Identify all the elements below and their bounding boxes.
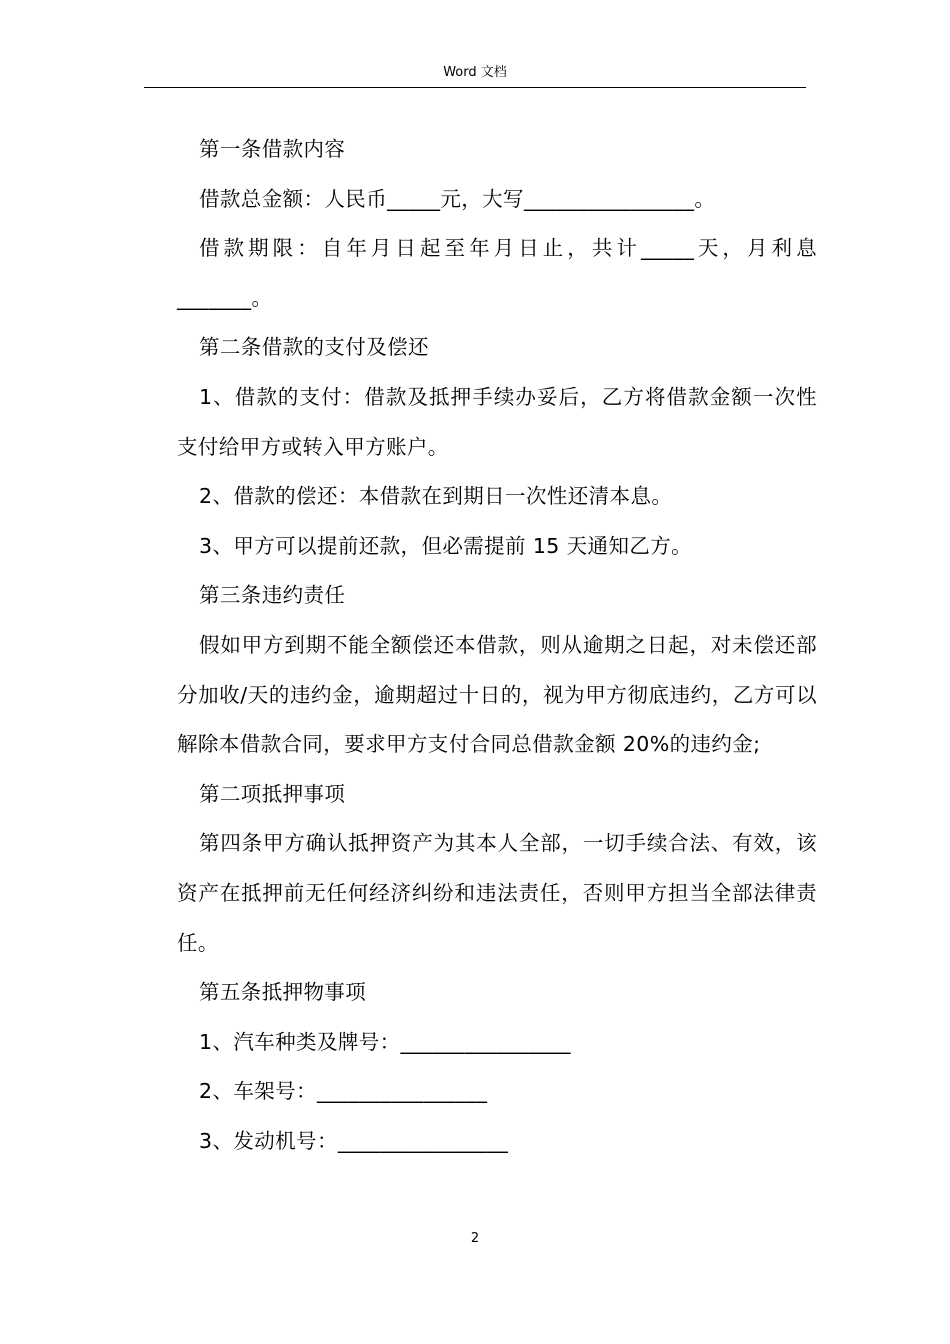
header-divider: [144, 87, 806, 88]
payment-clause: 1、借款的支付：借款及抵押手续办妥后，乙方将借款金额一次性支付给甲方或转入甲方账户。: [177, 384, 817, 459]
page-header: Word 文档: [443, 65, 507, 80]
mortgage-section-heading: 第二项抵押事项: [199, 781, 346, 806]
article-5-heading: 第五条抵押物事项: [199, 980, 367, 1005]
loan-amount-line: 借款总金额：人民币_____元，大写________________。: [199, 186, 716, 211]
article-4-clause: 第四条甲方确认抵押资产为其本人全部，一切手续合法、有效，该资产在抵押前无任何经济纠纷和违法责任，否则甲方担当全部法律责任。: [177, 831, 817, 955]
page-number: 2: [470, 1231, 480, 1246]
loan-term-line: 借款期限：自年月日起至年月日止，共计_____天，月利息_______。: [177, 236, 817, 310]
article-1-heading: 第一条借款内容: [199, 137, 346, 161]
article-3-heading: 第三条违约责任: [199, 583, 346, 608]
repayment-clause: 2、借款的偿还：本借款在到期日一次性还清本息。: [199, 484, 673, 509]
early-repayment-clause: 3、甲方可以提前还款，但必需提前 15 天通知乙方。: [199, 533, 693, 558]
engine-number-field: 3、发动机号：________________: [199, 1128, 509, 1153]
frame-number-field: 2、车架号：________________: [199, 1079, 488, 1104]
breach-clause: 假如甲方到期不能全额偿还本借款，则从逾期之日起，对未偿还部分加收/天的违约金，逾期超过十日的，视为甲方彻底违约，乙方可以解除本借款合同，要求甲方支付合同总借款金额 20%的违约金;: [177, 632, 817, 757]
article-2-heading: 第二条借款的支付及偿还: [199, 335, 429, 360]
document-body: [177, 125, 817, 1166]
vehicle-type-field: 1、汽车种类及牌号：________________: [199, 1029, 571, 1054]
